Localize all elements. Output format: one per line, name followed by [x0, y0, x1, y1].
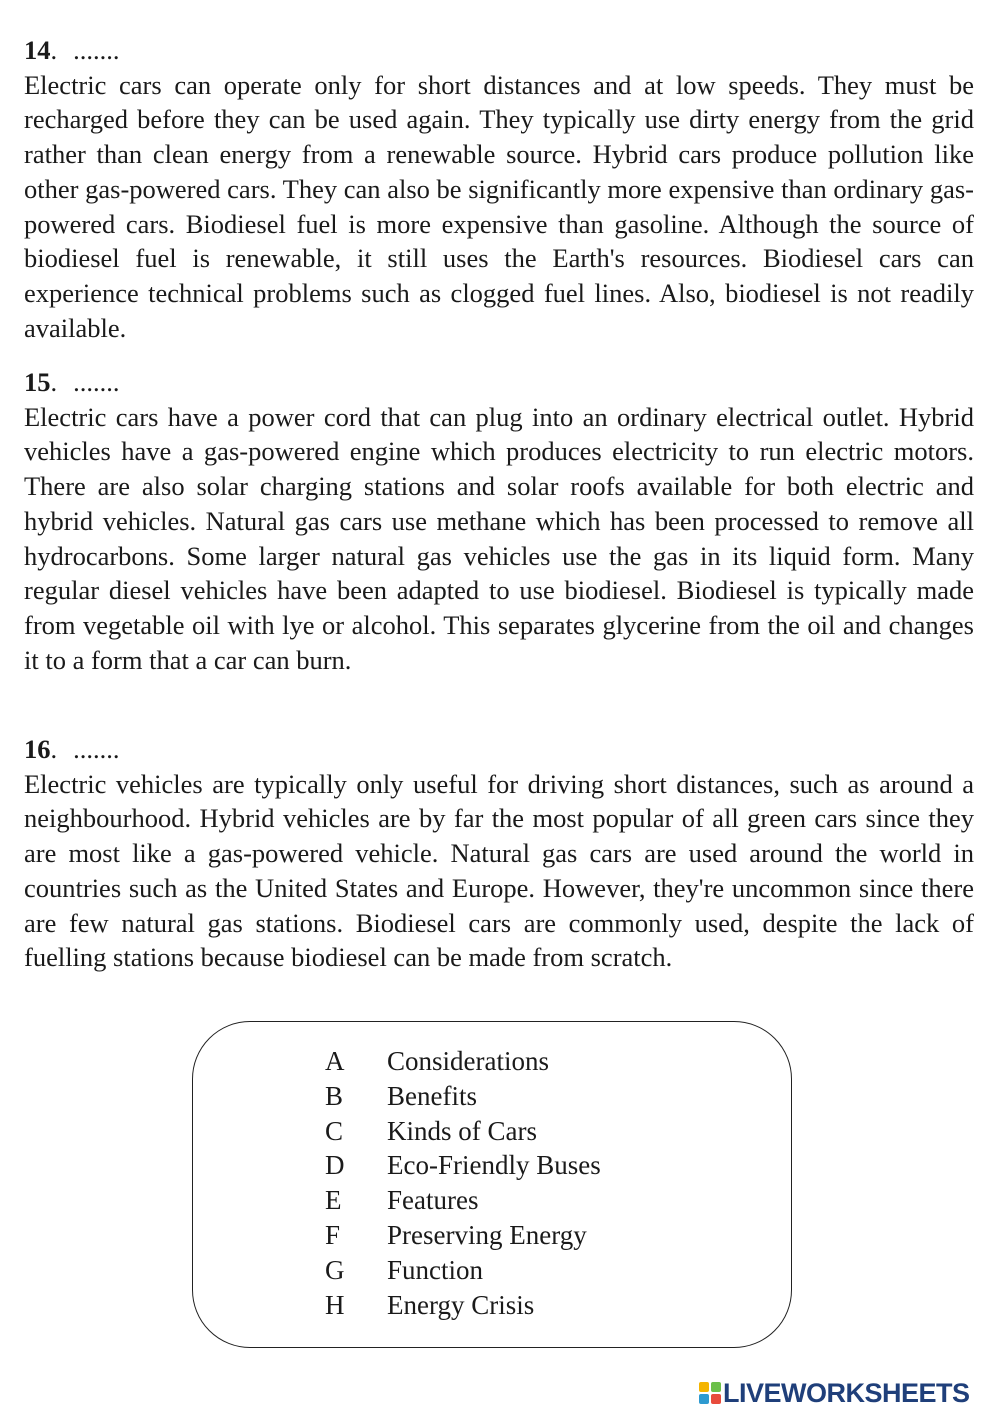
logo-square [699, 1382, 709, 1392]
option-d [325, 1148, 601, 1183]
answer-blank[interactable]: ....... [73, 367, 120, 397]
question-header [24, 732, 974, 767]
option-label: Considerations [387, 1046, 549, 1076]
question-number-punct: . [50, 35, 58, 65]
option-f [325, 1218, 601, 1253]
option-label: Energy Crisis [387, 1289, 535, 1320]
option-letter: D [325, 1150, 345, 1181]
logo-square [699, 1394, 709, 1404]
heading-options-list [325, 1044, 601, 1322]
option-label: Eco-Friendly Buses [387, 1150, 601, 1181]
option-g [325, 1253, 601, 1288]
option-letter: A [325, 1046, 345, 1076]
option-label: Kinds of Cars [387, 1115, 537, 1146]
option-b [325, 1079, 601, 1114]
liveworksheets-logo-icon [699, 1382, 721, 1404]
heading-options-box [192, 1021, 792, 1348]
option-e [325, 1183, 601, 1218]
option-letter: C [325, 1115, 344, 1146]
option-letter: G [325, 1254, 345, 1285]
question-header [24, 33, 974, 68]
answer-blank[interactable]: ....... [73, 35, 120, 65]
option-label: Benefits [387, 1080, 477, 1111]
option-label: Function [387, 1254, 484, 1285]
logo-square [711, 1394, 721, 1404]
question-16-section [24, 732, 974, 975]
question-paragraph: Electric cars have a power cord that can plug into an ordinary electrical outlet. Hybrid vehicles have a gas-powered engine which produces electricity to run electric motors. There are also solar charging stations and solar roofs available for both electric and hybrid vehicles. Natural gas cars use methane which has been processed to remove all hydrocarbons. Some larger natural gas vehicles use the gas in its liquid form. Many regular diesel vehicles have been adapted to use biodiesel. Biodiesel is typically made from vegetable oil with lye or alcohol. This separates glycerine from the oil and changes it to a form that a car can burn. [24, 401, 974, 675]
option-c [325, 1114, 601, 1149]
question-14-section [24, 33, 974, 345]
question-header [24, 365, 974, 400]
option-h [325, 1288, 601, 1323]
question-paragraph: Electric cars can operate only for short distances and at low speeds. They must be recharged before they can be used again. They typically use dirty energy from the grid rather than clean energy from a renewable source. Hybrid cars produce pollution like other gas-powered cars. They can also be significantly more expensive than ordinary gas-powered cars. Biodiesel fuel is more expensive than gasoline. Although the source of biodiesel fuel is renewable, it still uses the Earth's resources. Biodiesel cars can experience technical problems such as clogged fuel lines. Also, biodiesel is not readily available. [24, 69, 974, 343]
option-letter: E [325, 1185, 342, 1216]
question-paragraph: Electric vehicles are typically only useful for driving short distances, such as around a neighbourhood. Hybrid vehicles are by far the most popular of all green cars since they are most like a gas-powered vehicle. Natural gas cars are used around the world in countries such as the United States and Europe. However, they're uncommon since there are few natural gas stations. Biodiesel cars are commonly used, despite the lack of fuelling stations because biodiesel can be made from scratch. [24, 768, 974, 973]
question-number: 14 [24, 35, 51, 65]
logo-square [711, 1382, 721, 1392]
option-a [325, 1044, 601, 1079]
option-label: Features [387, 1185, 479, 1216]
question-number: 15 [24, 367, 51, 397]
option-letter: H [325, 1289, 345, 1320]
question-number: 16 [24, 734, 51, 764]
liveworksheets-watermark [699, 1378, 970, 1408]
option-letter: F [325, 1219, 341, 1250]
option-label: Preserving Energy [387, 1219, 587, 1250]
question-number-punct: . [50, 734, 58, 764]
question-number-punct: . [50, 367, 58, 397]
question-15-section [24, 365, 974, 677]
answer-blank[interactable]: ....... [73, 734, 120, 764]
watermark-text: LIVEWORKSHEETS [723, 1377, 970, 1408]
option-letter: B [325, 1080, 344, 1111]
